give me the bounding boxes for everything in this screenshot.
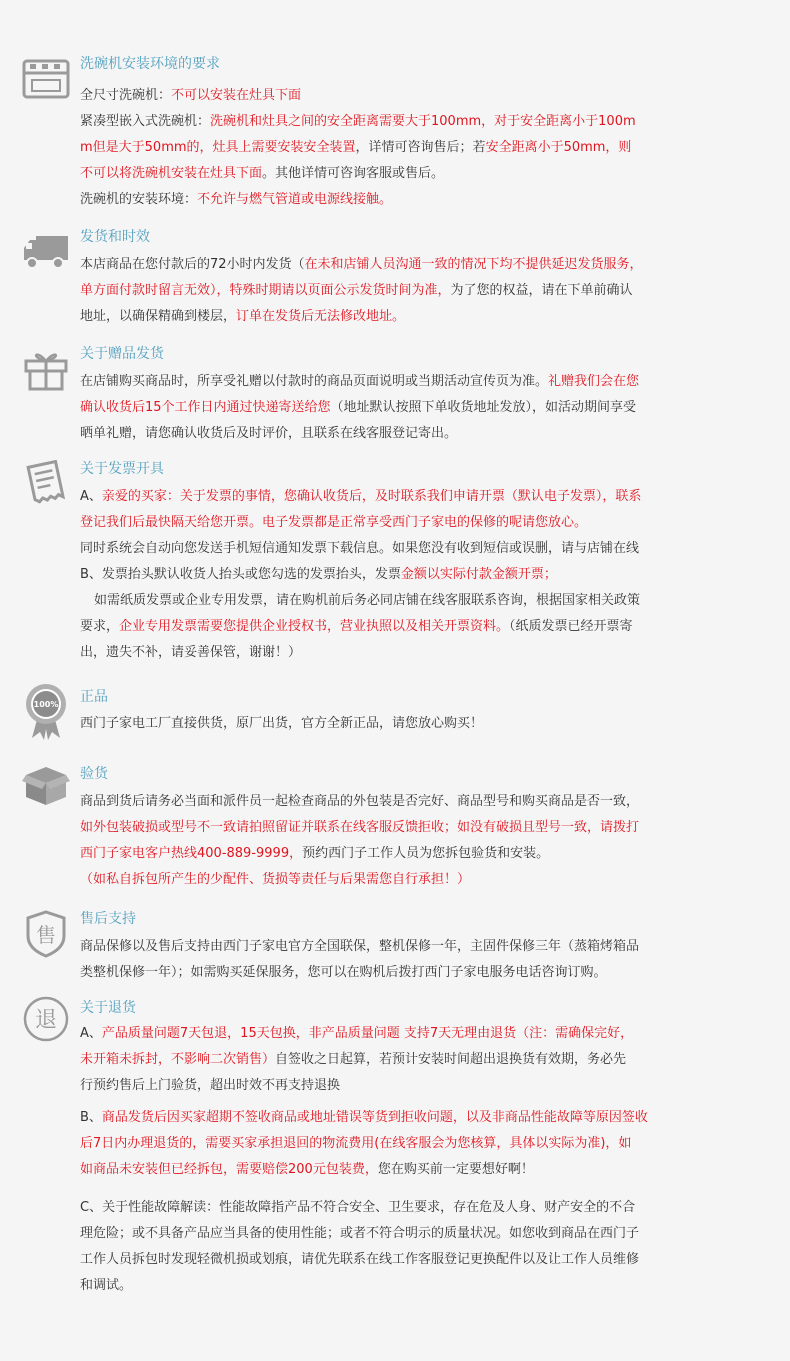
section-body bbox=[80, 711, 760, 737]
highlight-text: 金额以实际付款金额开票； bbox=[400, 567, 557, 582]
text-line bbox=[80, 484, 760, 510]
return-char: 退 bbox=[34, 1008, 58, 1033]
text: 要求， bbox=[80, 619, 120, 634]
text: 地址，以确保精确到楼层， bbox=[80, 309, 237, 324]
text-line: 同时系统会自动向您发送手机短信通知发票下载信息。如果您没有收到短信或误删，请与店铺在线 bbox=[80, 541, 640, 556]
text-line bbox=[80, 278, 760, 304]
section-title: 洗碗机安装环境的要求 bbox=[80, 56, 220, 72]
highlight-text: 不可以安装在灶具下面 bbox=[171, 88, 302, 103]
text: 自签收之日起算，若预计安装时间超出退换货有效期，务必先 bbox=[275, 1052, 627, 1067]
text: （地址默认按照下单收货地址发放），如活动期间享受 bbox=[330, 400, 637, 415]
return-icon bbox=[22, 995, 70, 1043]
highlight-text: 企业专用发票需要您提供企业授权书，营业执照以及相关开票资料。 bbox=[119, 619, 510, 634]
truck-icon bbox=[22, 228, 70, 276]
highlight-text: 礼赠我们会在您 bbox=[548, 374, 640, 389]
section-title: 发货和时效 bbox=[80, 229, 150, 245]
section-body bbox=[80, 369, 760, 447]
text: 紧凑型嵌入式洗碗机： bbox=[80, 114, 211, 129]
highlight-line: （如私自拆包所产生的少配件、货损等责任与后果需您自行承担！） bbox=[80, 872, 471, 887]
text-line: 西门子家电工厂直接供货，原厂出货，官方全新正品，请您放心购买！ bbox=[80, 716, 484, 731]
highlight-text: 在未和店铺人员沟通一致的情况下均不提供延迟发货服务， bbox=[304, 257, 643, 272]
text: 全尺寸洗碗机： bbox=[80, 88, 172, 103]
highlight-text: 洗碗机和灶具之间的安全距离需要大于100mm，对于安全距离小于100m bbox=[210, 114, 636, 129]
highlight-text: 商品发货后因买家超期不签收商品或地址错误等货到拒收问题，以及非商品性能故障等原因签收 bbox=[101, 1110, 648, 1125]
highlight-text: 西门子家电客户热线400-889-9999， bbox=[80, 846, 303, 861]
text-line: 行预约售后上门验货，超出时效不再支持退换 bbox=[80, 1078, 341, 1093]
section-title: 关于退货 bbox=[80, 1000, 136, 1016]
text-line: 晒单礼赠，请您确认收货后及时评价，且联系在线客服登记寄出。 bbox=[80, 426, 458, 441]
section-body-b bbox=[80, 1105, 760, 1183]
section-body-a bbox=[80, 1021, 760, 1099]
text-line bbox=[80, 1047, 760, 1073]
section-body bbox=[80, 934, 760, 986]
text: 洗碗机的安装环境： bbox=[80, 192, 198, 207]
text: 预约西门子工作人员为您拆包验货和安装。 bbox=[302, 846, 550, 861]
stove-icon bbox=[22, 55, 70, 103]
text-line bbox=[80, 109, 760, 135]
highlight-text: 确认收货后15个工作日内通过快递寄送给您 bbox=[80, 400, 331, 415]
text: 为了您的权益，请在下单前确认 bbox=[450, 283, 633, 298]
text-line bbox=[80, 252, 760, 278]
highlight-text: 亲爱的买家：关于发票的事情，您确认收货后，及时联系我们申请开票（默认电子发票），联系 bbox=[101, 489, 642, 504]
shield-char: 售 bbox=[36, 923, 56, 947]
text-line bbox=[80, 841, 760, 867]
text-line bbox=[80, 83, 760, 109]
text-line bbox=[80, 135, 760, 161]
section-body bbox=[80, 484, 760, 666]
text-line bbox=[80, 614, 760, 640]
highlight-line: 后7日内办理退货的，需要买家承担退回的物流费用(在线客服会为您核算，具体以实际为准)，如 bbox=[80, 1136, 632, 1151]
guarantee-badge-icon bbox=[22, 682, 70, 730]
invoice-icon bbox=[22, 460, 70, 508]
text: 。其他详情可咨询客服或售后。 bbox=[262, 166, 445, 181]
box-icon bbox=[22, 763, 70, 811]
section-body bbox=[80, 789, 760, 893]
gift-icon bbox=[22, 345, 70, 393]
text-line: 如需纸质发票或企业专用发票，请在购机前后务必同店铺在线客服联系咨询，根据国家相关政策 bbox=[94, 593, 641, 608]
section-body bbox=[80, 252, 760, 330]
text-line: 出，遗失不补，请妥善保管，谢谢！） bbox=[80, 645, 302, 660]
highlight-text: 安全距离小于50mm，则 bbox=[485, 140, 632, 155]
text-line bbox=[80, 369, 760, 395]
highlight-text: 不可以将洗碗机安装在灶具下面 bbox=[80, 166, 263, 181]
badge-text: 100% bbox=[33, 700, 59, 709]
text: ，详情可咨询售后；若 bbox=[355, 140, 486, 155]
text: 在店铺购买商品时，所享受礼赠以付款时的商品页面说明或当期活动宣传页为准。 bbox=[80, 374, 549, 389]
section-title: 关于发票开具 bbox=[80, 461, 164, 477]
highlight-text: 单方面付款时留言无效），特殊时期请以页面公示发货时间为准， bbox=[80, 283, 451, 298]
text: B、发票抬头默认收货人抬头或您勾选的发票抬头，发票 bbox=[80, 567, 401, 582]
text-line: 工作人员拆包时发现轻微机损或划痕，请优先联系在线工作客服登记更换配件以及让工作人员维修 bbox=[80, 1252, 640, 1267]
text-line bbox=[80, 187, 760, 213]
highlight-line: 如外包装破损或型号不一致请拍照留证并联系在线客服反馈拒收；如没有破损且型号一致，请拨打 bbox=[80, 820, 640, 835]
text: （纸质发票已经开票寄 bbox=[509, 619, 633, 634]
text-line bbox=[80, 161, 760, 187]
text: A、 bbox=[80, 489, 102, 504]
text-line bbox=[80, 562, 760, 588]
text-line: C、关于性能故障解读：性能故障指产品不符合安全、卫生要求，存在危及人身、财产安全的不合 bbox=[80, 1200, 636, 1215]
text: B、 bbox=[80, 1110, 102, 1125]
text: 您在购买前一定要想好啊！ bbox=[377, 1162, 534, 1177]
text-line: 和调试。 bbox=[80, 1278, 133, 1293]
highlight-line: 登记我们后最快隔天给您开票。电子发票都是正常享受西门子家电的保修的呢请您放心。 bbox=[80, 515, 588, 530]
text-line: 类整机保修一年）；如需购买延保服务，您可以在购机后拨打西门子家电服务电话咨询订购。 bbox=[80, 965, 607, 980]
section-title: 正品 bbox=[80, 689, 108, 705]
section-body bbox=[80, 83, 760, 213]
section-title: 验货 bbox=[80, 766, 108, 782]
text: A、 bbox=[80, 1026, 102, 1041]
highlight-text: 订单在发货后无法修改地址。 bbox=[236, 309, 406, 324]
highlight-text: 未开箱未拆封，不影响二次销售） bbox=[80, 1052, 276, 1067]
section-title: 关于赠品发货 bbox=[80, 346, 164, 362]
highlight-text: 产品质量问题7天包退，15天包换，非产品质量问题 支持7天无理由退货（注：需确保完好， bbox=[101, 1026, 634, 1041]
text-line: 商品保修以及售后支持由西门子家电官方全国联保，整机保修一年，主固件保修三年（蒸箱烤箱品 bbox=[80, 939, 640, 954]
text-line bbox=[80, 1157, 760, 1183]
highlight-text: 如商品未安装但已经拆包，需要赔偿200元包装费， bbox=[80, 1162, 378, 1177]
text: 本店商品在您付款后的72小时内发货（ bbox=[80, 257, 305, 272]
section-body-c bbox=[80, 1195, 760, 1299]
text-line bbox=[80, 1105, 760, 1131]
shield-icon bbox=[22, 910, 70, 958]
highlight-text: m但是大于50mm的，灶具上需要安装安全装置 bbox=[80, 140, 356, 155]
text-line: 商品到货后请务必当面和派件员一起检查商品的外包装是否完好、商品型号和购买商品是否一致， bbox=[80, 794, 640, 809]
highlight-text: 不允许与燃气管道或电源线接触。 bbox=[197, 192, 393, 207]
text-line bbox=[80, 304, 760, 330]
text-line bbox=[80, 1021, 760, 1047]
text-line bbox=[80, 395, 760, 421]
text-line: 理危险；或不具备产品应当具备的使用性能；或者不符合明示的质量状况。如您收到商品在西门子 bbox=[80, 1226, 640, 1241]
section-title: 售后支持 bbox=[80, 911, 136, 927]
